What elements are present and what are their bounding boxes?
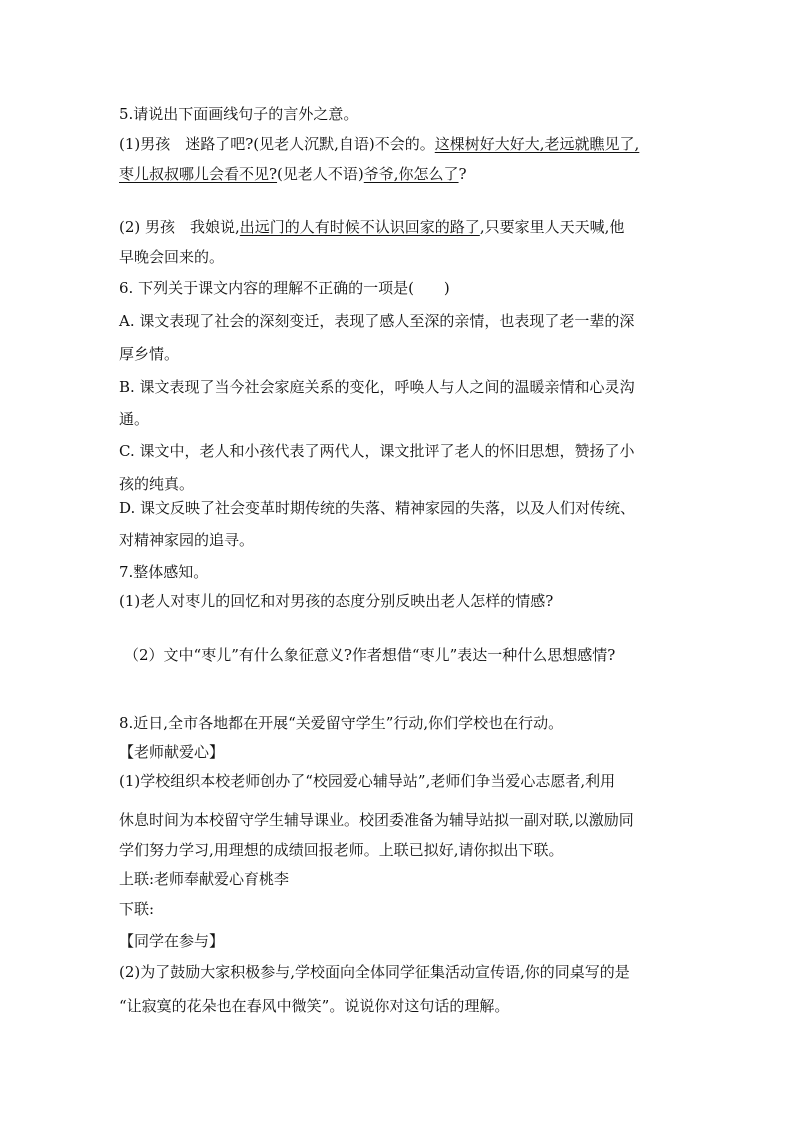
q8-item2-line1: (2)为了鼓励大家积极参与,学校面向全体同学征集活动宣传语,你的同桌写的是 <box>119 963 630 981</box>
q5-item2-line1 <box>119 217 624 239</box>
q6-option-b-line2: 通。 <box>119 410 150 428</box>
q5-item1-line2 <box>119 164 467 186</box>
q5-item2-line2: 早晚会回来的。 <box>119 248 225 266</box>
q6-heading: 6. 下列关于课文内容的理解不正确的一项是( ) <box>119 279 450 297</box>
q5-item2-text-after: ,只要家里人天天喊,他 <box>479 218 625 236</box>
q7-item1: (1)老人对枣儿的回忆和对男孩的态度分别反映出老人怎样的情感? <box>119 592 554 610</box>
q5-heading: 5.请说出下面画线句子的言外之意。 <box>119 105 359 123</box>
q8-section-student-title: 【同学在参与】 <box>119 932 225 950</box>
q5-item2-text: (2) 男孩 我娘说, <box>119 218 240 236</box>
q6-option-d-line1: D. 课文反映了社会变革时期传统的失落、精神家园的失落，以及人们对传统、 <box>119 499 636 517</box>
q5-item1-underlined-sentence: 这棵树好大好大,老远就瞧见了, <box>434 135 640 153</box>
q6-option-a-line1: A. 课文表现了社会的深刻变迁，表现了感人至深的亲情，也表现了老一辈的深 <box>119 312 635 330</box>
q5-item1-stage-direction: (见老人不语) <box>277 165 364 183</box>
q7-heading: 7.整体感知。 <box>119 563 209 581</box>
q6-option-b-line1: B. 课文表现了当今社会家庭关系的变化，呼唤人与人之间的温暖亲情和心灵沟 <box>119 378 635 396</box>
q5-item1-line1 <box>119 134 639 156</box>
q8-item1-line3: 学们努力学习,用理想的成绩回报老师。上联已拟好,请你拟出下联。 <box>119 841 564 859</box>
q8-item1-line2: 休息时间为本校留守学生辅导课业。校团委准备为辅导站拟一副对联,以激励同 <box>119 811 634 829</box>
q8-item1-line1: (1)学校组织本校老师创办了“校园爱心辅导站”,老师们争当爱心志愿者,利用 <box>119 772 616 790</box>
q8-upper-couplet: 上联:老师奉献爱心育桃李 <box>119 870 290 888</box>
q8-section-teacher-title: 【老师献爱心】 <box>119 743 225 761</box>
q6-option-c-line1: C. 课文中，老人和小孩代表了两代人，课文批评了老人的怀旧思想，赞扬了小 <box>119 442 635 460</box>
q6-option-a-line2: 厚乡情。 <box>119 345 180 363</box>
q8-heading: 8.近日,全市各地都在开展“关爱留守学生”行动,你们学校也在行动。 <box>119 714 564 732</box>
q5-item1-punct: ? <box>458 165 467 183</box>
q8-lower-couplet: 下联: <box>119 900 155 918</box>
q5-item2-underlined-sentence: 出远门的人有时候不认识回家的路了 <box>239 218 480 236</box>
q5-item1-text: (1)男孩 迷路了吧?(见老人沉默,自语)不会的。 <box>119 135 435 153</box>
q7-item2: （2）文中“枣儿”有什么象征意义?作者想借“枣儿”表达一种什么思想感情? <box>124 646 616 664</box>
q6-option-c-line2: 孩的纯真。 <box>119 475 195 493</box>
q5-item1-underlined-sentence-3: 爷爷,你怎么了 <box>363 165 459 183</box>
q5-item1-underlined-sentence-2: 枣儿叔叔哪儿会看不见? <box>119 165 278 183</box>
q8-item2-line2: “让寂寞的花朵也在春风中微笑”。说说你对这句话的理解。 <box>119 997 510 1015</box>
q6-option-d-line2: 对精神家园的追寻。 <box>119 531 255 549</box>
